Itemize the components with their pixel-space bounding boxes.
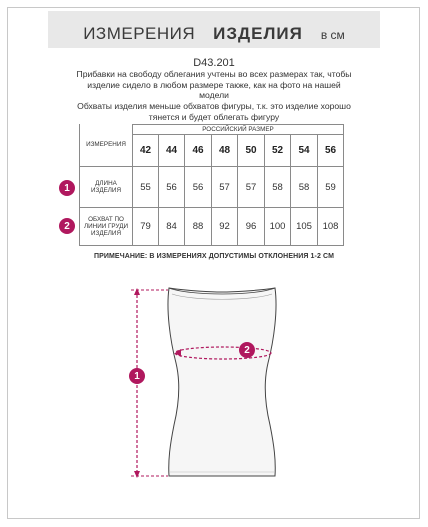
badge-chest: 2 [59, 218, 75, 234]
table-cell: 57 [219, 181, 230, 193]
title-unit: в см [320, 28, 345, 42]
table-cell: 92 [219, 221, 230, 232]
title-measurements: ИЗМЕРЕНИЯ [83, 24, 196, 43]
row-label-length: ДЛИНА ИЗДЕЛИЯ [91, 179, 121, 194]
table-cell: 58 [298, 181, 310, 193]
table-cell: 96 [245, 221, 257, 232]
size-50: 50 [245, 145, 257, 156]
title-garment: ИЗДЕЛИЯ [213, 24, 303, 43]
table-cell: 58 [272, 181, 283, 193]
diagram-badge-length: 1 [129, 368, 145, 384]
table-cell: 56 [192, 181, 204, 193]
table-cell: 57 [245, 181, 257, 193]
tank-top-icon [168, 288, 276, 476]
table-cell: 108 [322, 221, 339, 232]
badge-length: 1 [59, 180, 75, 196]
note-fit-allowance: Прибавки на свободу облегания учтены во всех размерах так, чтобы изделие сидело в любом размере также, как на фото на нашей модели [76, 69, 352, 101]
size-48: 48 [218, 145, 231, 156]
table-cell: 59 [325, 181, 336, 193]
table-cell: 105 [296, 221, 312, 232]
size-54: 54 [298, 145, 310, 156]
measurement-column-header: ИЗМЕРЕНИЯ [86, 141, 126, 149]
size-42: 42 [139, 145, 152, 156]
table-cell: 88 [192, 221, 204, 232]
tolerance-remark: ПРИМЕЧАНИЕ: В ИЗМЕРЕНИЯХ ДОПУСТИМЫ ОТКЛОНЕНИЯ 1-2 СМ [93, 253, 335, 260]
size-56: 56 [324, 145, 337, 156]
size-44: 44 [165, 145, 178, 156]
size-46: 46 [192, 145, 204, 156]
row-label-chest: ОБХВАТ ПО ЛИНИИ ГРУДИ ИЗДЕЛИЯ [84, 215, 128, 238]
table-cell: 56 [166, 181, 177, 193]
product-code: D43.201 [193, 57, 235, 69]
table-cell: 100 [269, 221, 286, 232]
table-cell: 84 [166, 221, 177, 232]
table-cell: 79 [140, 221, 151, 232]
note-stretch: Обхваты изделия меньше обхватов фигуры, т.к. это изделие хорошо тянется и будет облегать фигуру [77, 101, 351, 122]
diagram-badge-chest: 2 [239, 342, 255, 358]
table-cell: 55 [140, 181, 151, 193]
size-52: 52 [271, 145, 284, 156]
size-system-header: РОССИЙСКИЙ РАЗМЕР [202, 125, 274, 133]
